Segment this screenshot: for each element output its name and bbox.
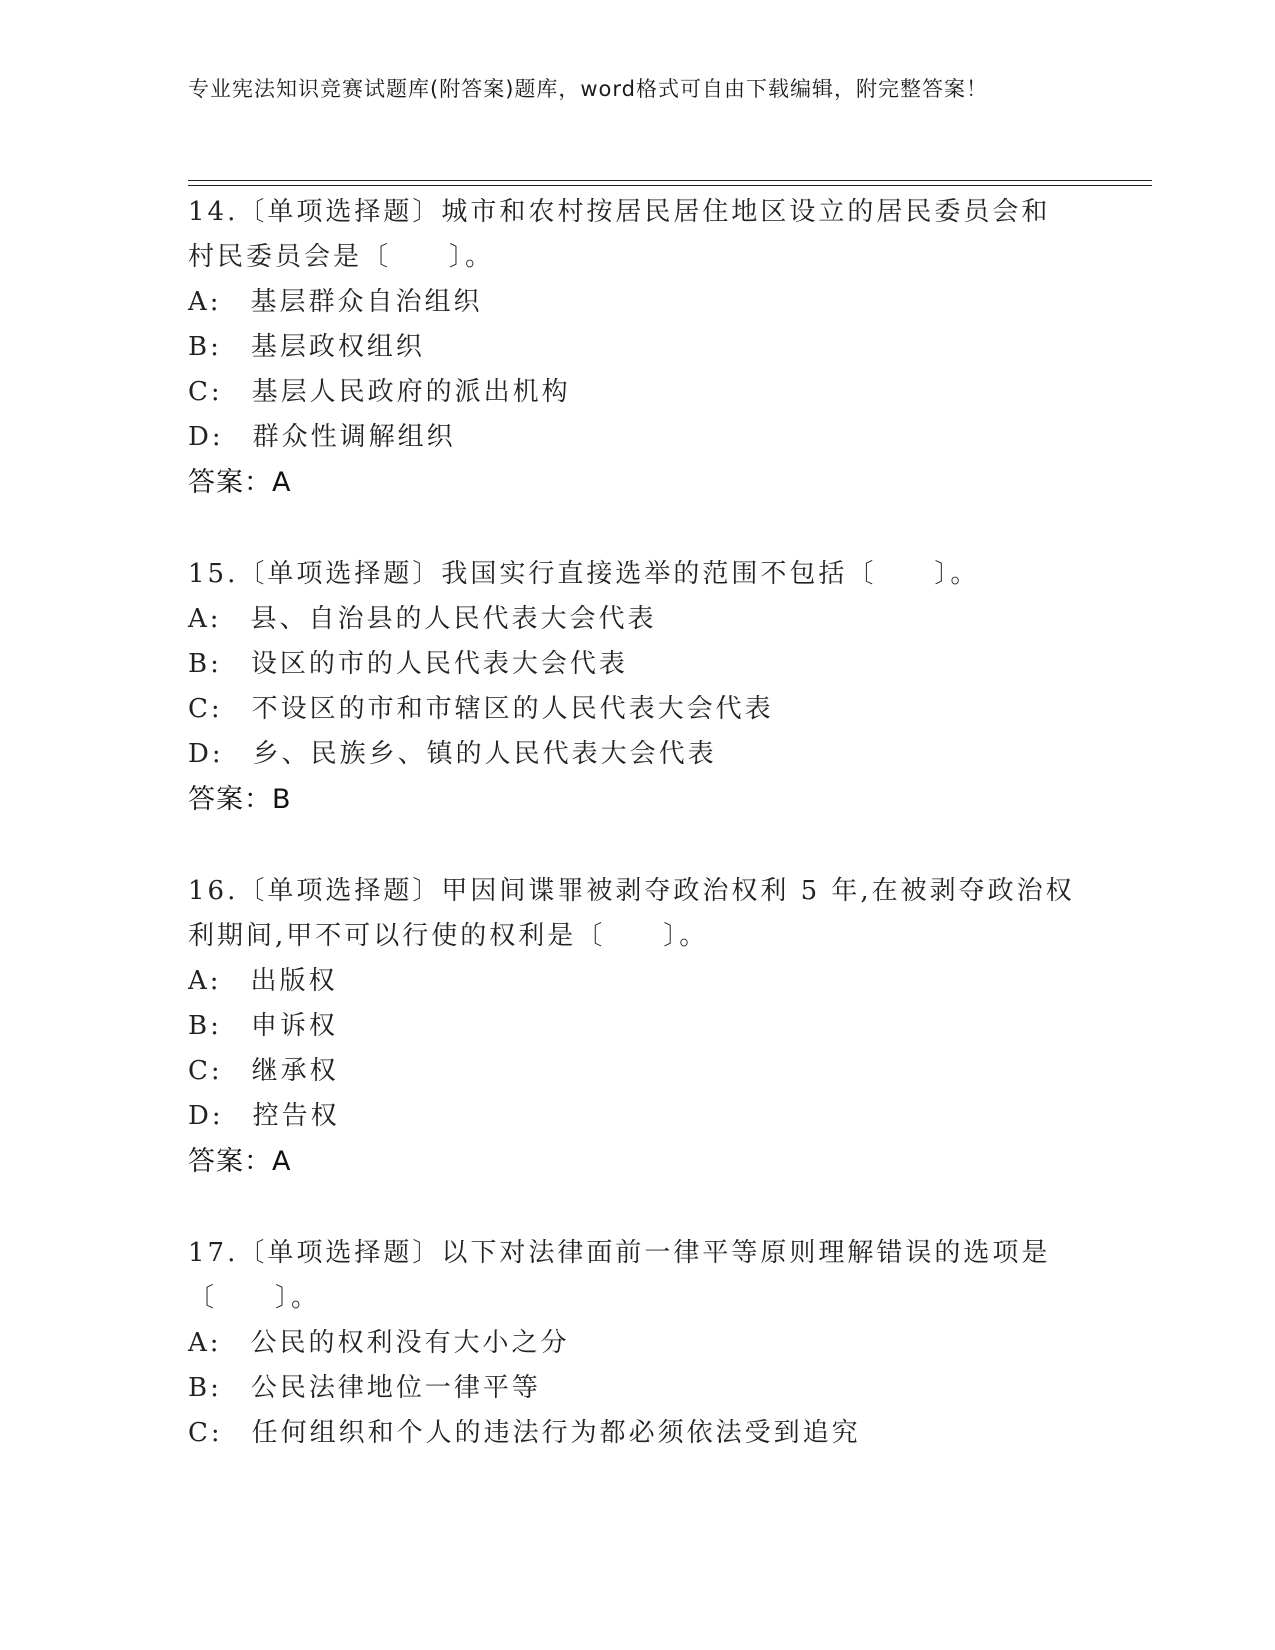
- option-c: C: 任何组织和个人的违法行为都必须依法受到追究: [188, 1418, 861, 1448]
- option-b: B: 申诉权: [188, 1011, 338, 1041]
- question-stem: 15.〔单项选择题〕我国实行直接选举的范围不包括〔 〕。: [188, 559, 980, 589]
- document-header: 专业宪法知识竞赛试题库(附答案)题库，word格式可自由下载编辑，附完整答案！: [188, 77, 989, 101]
- option-b: B: 基层政权组织: [188, 332, 425, 362]
- question-stem: 16.〔单项选择题〕甲因间谍罪被剥夺政治权利 5 年,在被剥夺政治权利期间,甲不可以行使的权利是〔 〕。: [188, 876, 1075, 951]
- option-a: A: 县、自治县的人民代表大会代表: [188, 604, 657, 634]
- header-divider-top: [188, 180, 1152, 181]
- option-a: A: 基层群众自治组织: [188, 287, 483, 317]
- question-16: [188, 869, 1088, 1185]
- option-d: D: 乡、民族乡、镇的人民代表大会代表: [188, 739, 717, 769]
- question-15: [188, 552, 1088, 823]
- question-14: [188, 190, 1088, 506]
- question-stem: 14.〔单项选择题〕城市和农村按居民居住地区设立的居民委员会和村民委员会是〔 〕。: [188, 197, 1051, 272]
- header-divider-bottom: [188, 185, 1152, 186]
- answer: 答案：B: [188, 784, 292, 815]
- option-c: C: 继承权: [188, 1056, 339, 1086]
- option-b: B: 公民法律地位一律平等: [188, 1373, 541, 1403]
- option-d: D: 控告权: [188, 1101, 340, 1131]
- answer: 答案：A: [188, 467, 292, 498]
- option-b: B: 设区的市的人民代表大会代表: [188, 649, 628, 679]
- question-stem: 17.〔单项选择题〕以下对法律面前一律平等原则理解错误的选项是〔 〕。: [188, 1238, 1051, 1313]
- option-a: A: 出版权: [188, 966, 338, 996]
- option-c: C: 基层人民政府的派出机构: [188, 377, 571, 407]
- option-a: A: 公民的权利没有大小之分: [188, 1328, 570, 1358]
- option-d: D: 群众性调解组织: [188, 422, 456, 452]
- question-17: [188, 1231, 1088, 1456]
- question-list: [188, 190, 1088, 1502]
- answer: 答案：A: [188, 1146, 292, 1177]
- option-c: C: 不设区的市和市辖区的人民代表大会代表: [188, 694, 774, 724]
